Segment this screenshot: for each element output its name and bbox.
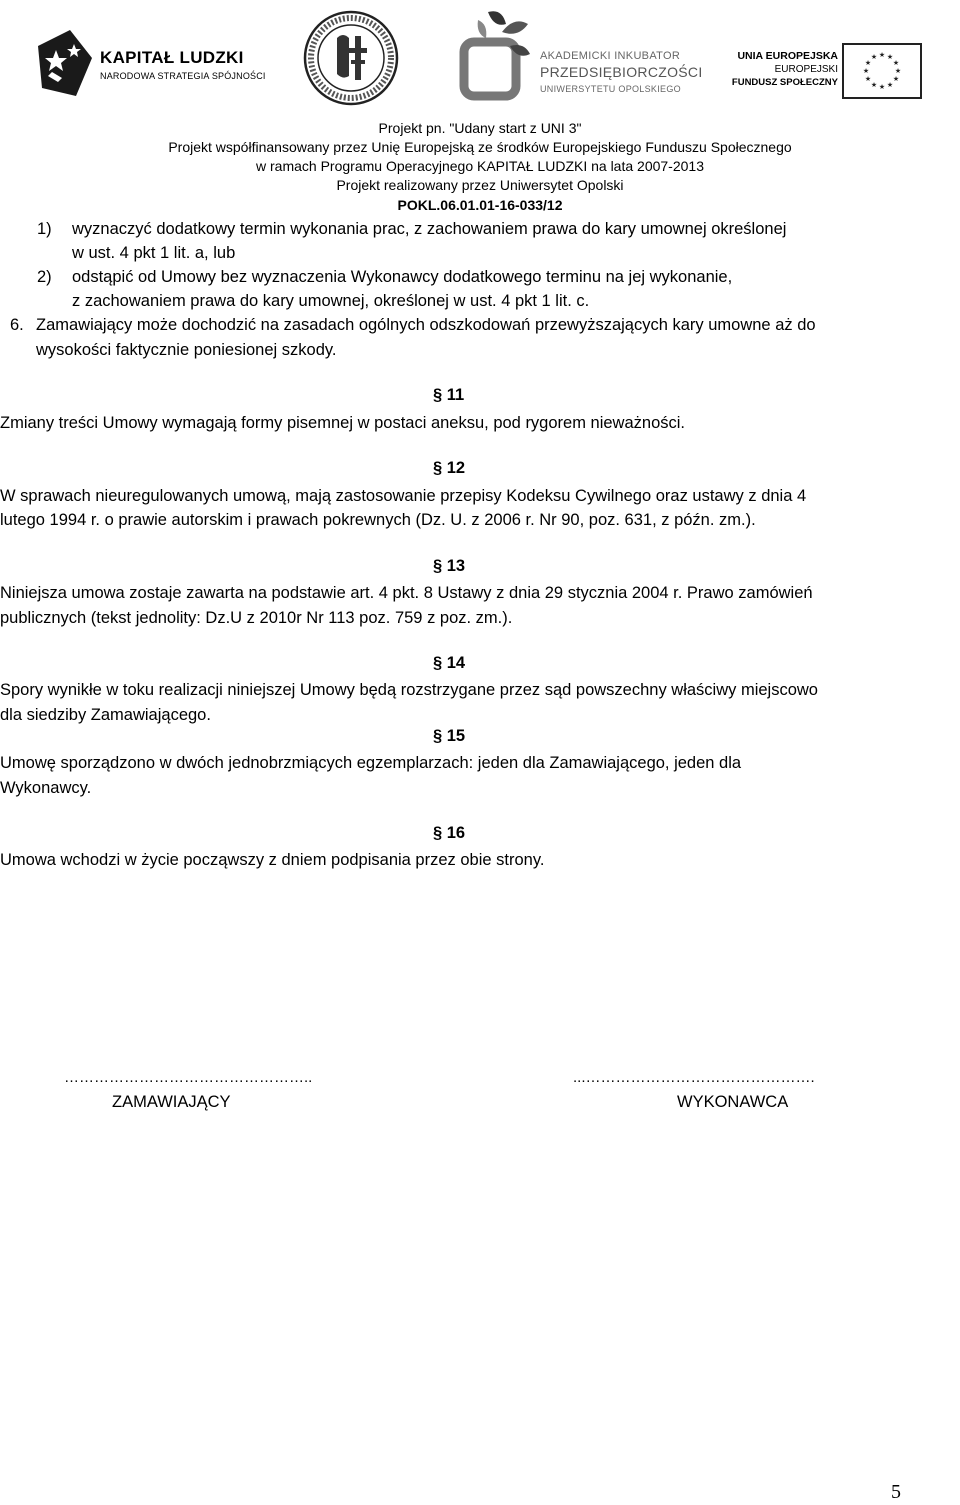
header-logos xyxy=(0,0,960,110)
svg-text:★: ★ xyxy=(892,75,900,83)
section-15-line1: Umowę sporządzono w dwóch jednobrzmiących egzemplarzach: jeden dla Zamawiającego, jeden dla xyxy=(0,754,742,772)
point-6-number: 6. xyxy=(10,316,24,334)
section-12-heading: § 12 xyxy=(433,459,466,477)
section-11-line1: Zmiany treści Umowy wymagają formy pisemnej w postaci aneksu, pod rygorem nieważności. xyxy=(0,414,685,432)
inkubator-leaf-emblem xyxy=(458,6,533,102)
svg-text:★: ★ xyxy=(870,81,878,89)
eu-line1: UNIA EUROPEJSKA xyxy=(737,50,838,62)
kapital-ludzki-subtitle: NARODOWA STRATEGIA SPÓJNOŚCI xyxy=(100,71,266,81)
list-item-1-line1: wyznaczyć dodatkowy termin wykonania prac, z zachowaniem prawa do kary umownej określonej xyxy=(72,220,787,238)
eu-logo xyxy=(722,40,926,100)
section-14-heading: § 14 xyxy=(433,654,466,672)
eu-flag-icon xyxy=(842,43,922,99)
section-13-line2: publicznych (tekst jednolity: Dz.U z 2010r Nr 113 poz. 759 z poz. zm.). xyxy=(0,609,513,627)
list-item-2-line2: z zachowaniem prawa do kary umownej, określonej w ust. 4 pkt 1 lit. c. xyxy=(72,292,590,310)
svg-text:★: ★ xyxy=(862,67,870,75)
point-6-line2: wysokości faktycznie poniesionej szkody. xyxy=(36,341,337,359)
eu-line3: FUNDUSZ SPOŁECZNY xyxy=(731,77,838,88)
list-item-1-line2: w ust. 4 pkt 1 lit. a, lub xyxy=(72,244,236,262)
project-code: POKL.06.01.01-16-033/12 xyxy=(397,197,563,213)
svg-text:★: ★ xyxy=(886,53,894,61)
svg-text:★: ★ xyxy=(864,59,872,67)
svg-text:★: ★ xyxy=(878,83,886,91)
section-14-line2: dla siedziby Zamawiającego. xyxy=(0,706,211,724)
kapital-ludzki-logo xyxy=(36,28,276,98)
svg-text:★: ★ xyxy=(870,53,878,61)
svg-text:★: ★ xyxy=(886,81,894,89)
section-16-heading: § 16 xyxy=(433,824,466,842)
list-item-1-number: 1) xyxy=(37,220,52,238)
page-number: 5 xyxy=(891,1481,901,1503)
kapital-ludzki-title: KAPITAŁ LUDZKI xyxy=(100,48,244,67)
project-line-4: Projekt realizowany przez Uniwersytet Opolski xyxy=(336,177,624,193)
section-12-line2: lutego 1994 r. o prawie autorskim i prawach pokrewnych (Dz. U. z 2006 r. Nr 90, poz. 631, z późn. zm.). xyxy=(0,511,756,529)
section-14-line1: Spory wynikłe w toku realizacji niniejszej Umowy będą rozstrzygane przez sąd powszechny właściwy miejscowo xyxy=(0,681,818,699)
inkubator-logo xyxy=(458,6,703,102)
svg-text:★: ★ xyxy=(892,59,900,67)
section-11-heading: § 11 xyxy=(433,386,465,404)
section-13-heading: § 13 xyxy=(433,557,466,575)
signature-label-zamawiajacy: ZAMAWIAJĄCY xyxy=(112,1093,231,1111)
eu-line2: EUROPEJSKI xyxy=(774,64,838,75)
section-12-line1: W sprawach nieuregulowanych umową, mają zastosowanie przepisy Kodeksu Cywilnego oraz ustawy z dnia 4 xyxy=(0,487,807,505)
kapital-ludzki-emblem xyxy=(36,28,94,98)
project-line-3: w ramach Programu Operacyjnego KAPITAŁ LUDZKI na lata 2007-2013 xyxy=(256,158,704,174)
inkubator-line2: PRZEDSIĘBIORCZOŚCI xyxy=(540,64,703,80)
signature-label-wykonawca: WYKONAWCA xyxy=(677,1093,789,1111)
list-item-2-line1: odstąpić od Umowy bez wyznaczenia Wykonawcy dodatkowego terminu na jej wykonanie, xyxy=(72,268,733,286)
uniwersytet-opolski-seal xyxy=(303,10,399,106)
inkubator-line3: UNIWERSYTETU OPOLSKIEGO xyxy=(540,84,681,94)
inkubator-line1: AKADEMICKI INKUBATOR xyxy=(540,50,681,62)
svg-text:★: ★ xyxy=(864,75,872,83)
svg-text:★: ★ xyxy=(878,51,886,59)
section-13-line1: Niniejsza umowa zostaje zawarta na podstawie art. 4 pkt. 8 Ustawy z dnia 29 stycznia 2004 r. Prawo zamówień xyxy=(0,584,813,602)
svg-text:★: ★ xyxy=(894,67,902,75)
point-6-line1: Zamawiający może dochodzić na zasadach ogólnych odszkodowań przewyższających kary umowne aż do xyxy=(36,316,816,334)
project-line-1: Projekt pn. "Udany start z UNI 3" xyxy=(378,120,582,136)
section-16-line1: Umowa wchodzi w życie począwszy z dniem podpisania przez obie strony. xyxy=(0,851,545,869)
section-15-line2: Wykonawcy. xyxy=(0,779,92,797)
project-line-2: Projekt współfinansowany przez Unię Europejską ze środków Europejskiego Funduszu Społecznego xyxy=(168,139,792,155)
signature-line-wykonawca: ...………………………………………. xyxy=(573,1069,815,1086)
signature-line-zamawiajacy: ………………………………………….. xyxy=(64,1069,313,1086)
list-item-2-number: 2) xyxy=(37,268,52,286)
section-15-heading: § 15 xyxy=(433,727,466,745)
university-seal-emblem xyxy=(303,10,399,106)
